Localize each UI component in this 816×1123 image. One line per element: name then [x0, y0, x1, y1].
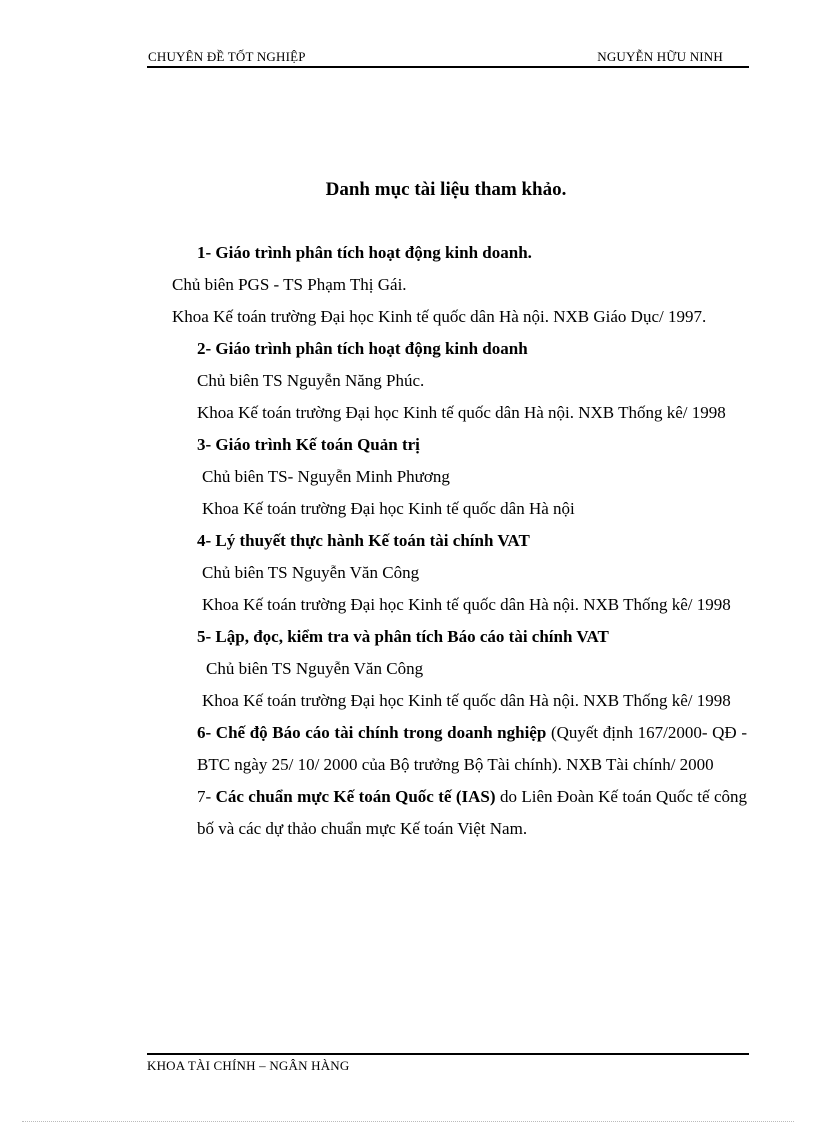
footer-text: KHOA TÀI CHÍNH – NGÂN HÀNG — [147, 1058, 350, 1073]
reference-editor: Chủ biên TS- Nguyễn Minh Phương — [202, 467, 450, 486]
reference-heading: Các chuẩn mực Kế toán Quốc tế (IAS) — [215, 787, 496, 806]
reference-body — [197, 717, 747, 781]
reference-publisher: Khoa Kế toán trường Đại học Kinh tế quốc dân Hà nội. NXB Thống kê/ 1998 — [197, 403, 726, 422]
reference-heading: 6- Chế độ Báo cáo tài chính trong doanh nghiệp — [197, 723, 547, 742]
reference-heading: 1- Giáo trình phân tích hoạt động kinh doanh. — [197, 243, 532, 262]
reference-publisher: Khoa Kế toán trường Đại học Kinh tế quốc dân Hà nội. NXB Thống kê/ 1998 — [202, 595, 731, 614]
reference-publisher: Khoa Kế toán trường Đại học Kinh tế quốc dân Hà nội. NXB Giáo Dục/ 1997. — [172, 307, 707, 326]
reference-item-7 — [172, 781, 747, 845]
reference-item-6 — [172, 717, 747, 781]
reference-number: 7- — [197, 787, 216, 806]
page-title: Danh mục tài liệu tham khảo. — [325, 179, 567, 200]
header-left-text: CHUYÊN ĐỀ TỐT NGHIỆP — [148, 49, 306, 64]
reference-publisher: Khoa Kế toán trường Đại học Kinh tế quốc dân Hà nội — [202, 499, 575, 518]
reference-item-2 — [172, 333, 747, 429]
reference-heading: 2- Giáo trình phân tích hoạt động kinh doanh — [197, 339, 528, 358]
reference-editor: Chủ biên TS Nguyễn Năng Phúc. — [197, 371, 425, 390]
reference-item-1 — [172, 237, 747, 333]
reference-heading: 4- Lý thuyết thực hành Kế toán tài chính VAT — [197, 531, 530, 550]
reference-editor: Chủ biên TS Nguyễn Văn Công — [202, 563, 420, 582]
reference-heading: 5- Lập, đọc, kiểm tra và phân tích Báo cáo tài chính VAT — [197, 627, 609, 646]
page-bottom-divider — [22, 1121, 794, 1122]
reference-details: (Quyết định 167/2000- QĐ - BTC ngày 25/ 10/ 2000 của Bộ trưởng Bộ Tài chính). NXB Tài chính/ 2000 — [197, 723, 747, 774]
reference-editor: Chủ biên TS Nguyễn Văn Công — [206, 659, 424, 678]
reference-details: do Liên Đoàn Kế toán Quốc tế công bố và các dự thảo chuẩn mực Kế toán Việt Nam. — [197, 787, 747, 838]
page-footer — [147, 1053, 749, 1074]
reference-list — [172, 237, 747, 845]
reference-heading: 3- Giáo trình Kế toán Quản trị — [197, 435, 420, 454]
reference-item-5 — [172, 621, 747, 717]
reference-item-4 — [172, 525, 747, 621]
reference-body — [197, 781, 747, 845]
reference-editor: Chủ biên PGS - TS Phạm Thị Gái. — [172, 275, 407, 294]
header-right-text: NGUYỄN HỮU NINH — [597, 49, 723, 64]
reference-item-3 — [172, 429, 747, 525]
reference-publisher: Khoa Kế toán trường Đại học Kinh tế quốc dân Hà nội. NXB Thống kê/ 1998 — [202, 691, 731, 710]
page-header — [147, 48, 749, 68]
